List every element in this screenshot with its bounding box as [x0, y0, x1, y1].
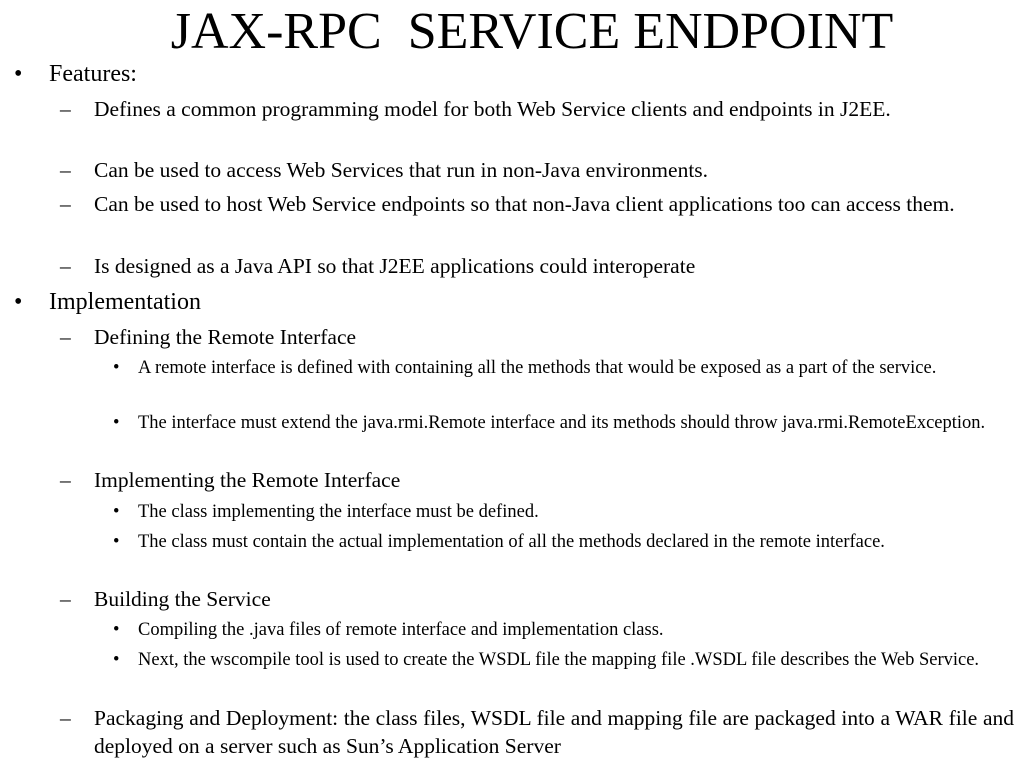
step-implementing	[60, 466, 1014, 494]
implementation-heading: Implementation	[49, 289, 201, 315]
bullet-marker: •	[113, 650, 120, 670]
step-heading: Defining the Remote Interface	[94, 325, 357, 349]
dash-marker: –	[60, 706, 71, 730]
dash-marker: –	[60, 325, 71, 349]
bullet-marker: •	[113, 413, 120, 433]
bullet-implementation	[14, 287, 1014, 317]
sub-point-text: The interface must extend the java.rmi.Remote interface and its methods should throw java.rmi.RemoteException.	[138, 413, 986, 433]
bullet-marker: •	[113, 502, 120, 522]
sub-point-text: The class implementing the interface must be defined.	[138, 502, 539, 522]
step-heading: Implementing the Remote Interface	[94, 468, 401, 492]
step-packaging	[60, 704, 1014, 760]
sub-point-text: Next, the wscompile tool is used to create the WSDL file the mapping file .WSDL file describes the Web Service.	[138, 650, 980, 670]
sub-point	[113, 618, 1014, 643]
features-heading: Features:	[49, 61, 137, 87]
step-building	[60, 585, 1014, 613]
feature-item	[60, 252, 1014, 280]
feature-text: Defines a common programming model for both Web Service clients and endpoints in J2EE.	[94, 97, 891, 121]
step-heading: Building the Service	[94, 587, 271, 611]
sub-point	[113, 648, 1014, 673]
bullet-marker: •	[113, 532, 120, 552]
dash-marker: –	[60, 254, 71, 278]
bullet-marker: •	[14, 61, 23, 87]
feature-text: Is designed as a Java API so that J2EE applications could interoperate	[94, 254, 696, 278]
feature-item	[60, 190, 1014, 218]
bullet-marker: •	[113, 620, 120, 640]
step-defining	[60, 323, 1014, 351]
feature-item	[60, 95, 1014, 123]
sub-point-text: The class must contain the actual implementation of all the methods declared in the remote interface.	[138, 532, 885, 552]
bullet-marker: •	[113, 358, 120, 378]
feature-text: Can be used to host Web Service endpoints so that non-Java client applications too can access them.	[94, 192, 955, 216]
sub-point	[113, 500, 1014, 525]
sub-point	[113, 530, 1014, 555]
feature-text: Can be used to access Web Services that run in non-Java environments.	[94, 158, 709, 182]
sub-point	[113, 356, 1014, 381]
bullet-features	[14, 59, 1014, 89]
bullet-marker: •	[14, 289, 23, 315]
dash-marker: –	[60, 97, 71, 121]
dash-marker: –	[60, 587, 71, 611]
feature-item	[60, 156, 1014, 184]
sub-point-text: A remote interface is defined with containing all the methods that would be exposed as a part of the service.	[138, 358, 937, 378]
dash-marker: –	[60, 158, 71, 182]
sub-point-text: Compiling the .java files of remote interface and implementation class.	[138, 620, 664, 640]
dash-marker: –	[60, 192, 71, 216]
slide-title: JAX-RPC SERVICE ENDPOINT	[170, 3, 894, 60]
sub-point	[113, 411, 1014, 436]
dash-marker: –	[60, 468, 71, 492]
packaging-text: Packaging and Deployment: the class files, WSDL file and mapping file are packaged into a WAR file and deployed on a server such as Sun’s Application Server	[94, 706, 1014, 758]
